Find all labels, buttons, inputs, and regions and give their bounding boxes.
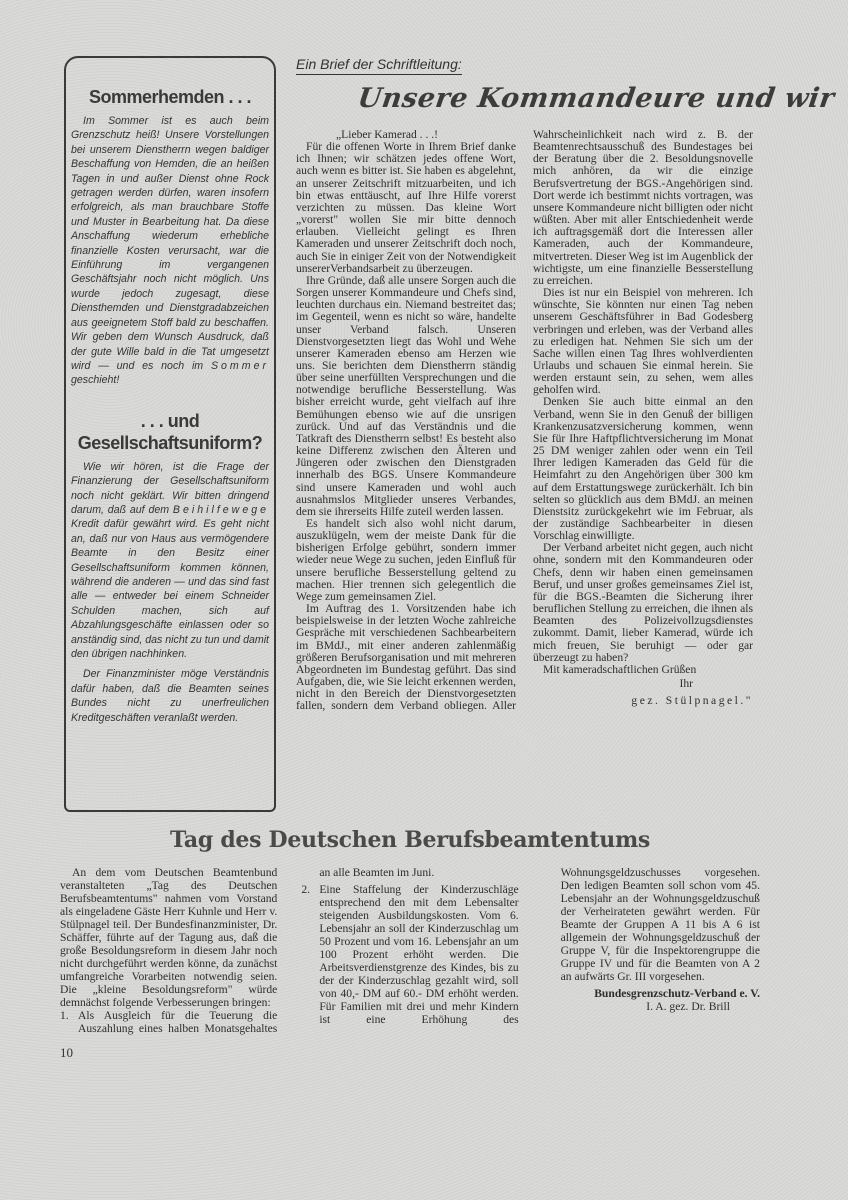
article-signer-name: I. A. gez. Dr. Brill (646, 1000, 730, 1013)
sidebar-text-1 (71, 114, 269, 388)
sidebar-heading-gesellschaftsuniform: . . . und Gesellschaftsuniform? (77, 410, 263, 453)
emphasis-text: Sommer (210, 359, 269, 372)
list-text: Eine Staffelung der Kinderzuschläge entsprechend den mit dem Lebensalter steigenden Ausbildungskosten. Vom 6. Lebensjahr an soll der Kinderzuschlag um 50 Prozent und vom 16. Lebensjahr an um 100 Prozent erhöht werden. Die Arbeitsverdienstgrenze des Kindes, bis zu der der Kinderzuschlag gezahlt wird, soll von 40,- DM auf 60.- DM erhöht werden. Für Familien mit drei und mehr Kindern ist eine Erhöhung des Wohnungsgeldzuschusses vorgesehen. Den ledigen Beamten soll schon vom 45. Lebensjahr an der Wohnungsgeldzuschuß der Verheirateten gewährt werden. Für Beamte der Gruppen A 11 bis A 6 ist allgemein der Wohnungsgeldzuschuß der Gruppe V, für die Inspektorengruppe die Gruppe IV und für die Beamten von A 2 an aufwärts Gr. III vorgesehen. (319, 866, 760, 1026)
list-number: 1. (60, 1009, 69, 1022)
sidebar-paragraph (71, 460, 269, 662)
text: Kredit dafür gewährt wird. Es geht nicht an, daß nur von Haus aus vermögendere Beamte in den Besitz einer Gesellschaftsuniform kommen können, während die anderen — und das sind fast alle — entweder bei einem Schneider Schulden machen, sich auf Abzahlungsgeschäfte einlassen oder so anständig sind, das nicht zu tun und damit den übrigen nachhinken. (71, 518, 269, 660)
letter-title: Unsere Kommandeure und wir (355, 83, 837, 114)
letter-greeting: Mit kameradschaftlichen Grüßen (543, 662, 697, 676)
letter-paragraph: Der Verband arbeitet nicht gegen, auch nicht ohne, sondern mit den Kommandeuren oder Chefs, denn wir haben einen gemeinsamen Beruf, und unser großes gemeinsames Ziel ist, für die BGS.-Beamten die Sicherung ihrer beruflichen Stellung zu erreichen, die ihnen als Beamten des Polizeivollzugsdienstes zukommt. Damit, lieber Kamerad, würde ich mich freuen, Sie beruhigt — oder gar überzeugt zu haben? (533, 541, 753, 664)
page-number: 10 (60, 1045, 73, 1060)
letter-paragraph: Im Auftrag des 1. Vorsitzenden habe ich beispielsweise in der letzten Woche zahlreiche Gespräche mit verschiedenen Sachbearbeitern im BMdJ., mit einer anderen zahlenmäßig größeren Berufsorganisation und mit mehreren Abgeordneten im Bundestag geführt. Das sind Aufgaben, die, wie Sie leicht erkennen werden, nicht in den Bereich der Dienstvorgesetzten fallen, sondern dem Verband obliegen. Aller Wahrscheinlichkeit nach wird z. B. der Beamtenrechtsausschuß des Bundestages bei der Beratung über die 2. Besoldungsnovelle mich anhören, da wir die einzige Berufsvertretung der BGS.-Angehörigen sind. Dort werde ich bestimmt nichts vortragen, was unsere Kommandeure nicht billigten oder nicht wüßten. Aber mit aller Entschiedenheit werde ich auftragsgemäß dort die Interessen aller Kameraden, auch der Kommandeure, mitvertreten. Dieser Weg ist im Augenblick der wichtigste, um eine finanzielle Besserstellung zu erreichen. (296, 128, 753, 713)
text: Wie wir hören, ist die Frage der Finanzierung der Gesellschaftsuniform noch nicht geklärt. Wir bitten dringend darum, daß auf dem (71, 460, 269, 516)
sidebar-paragraph (71, 114, 269, 388)
letter-paragraph: Dies ist nur ein Beispiel von mehreren. Ich wünschte, Sie könnten nur einen Tag neben unserem Geschäftsführer in Bad Godesberg verbringen und erleben, was der Verband alles zu erledigen hat. Nehmen Sie sich um der Sache willen einen Tag Ihres wohlverdienten Urlaubs und schauen Sie einmal herein. Sie werden erstaunt sein, zu sehen, wem alles geholfen wird. (533, 286, 753, 397)
letter-section (296, 56, 837, 713)
article-title: Tag des Deutschen Berufsbeamtentums (169, 827, 651, 853)
sidebar-paragraph: Der Finanzminister möge Verständnis dafür haben, daß die Beamten seines Bundes nicht zu unerfreulichen Kreditgeschäften veranlaßt werden. (71, 668, 269, 724)
letter-body (296, 129, 753, 713)
letter-paragraph: Denken Sie auch bitte einmal an den Verband, wenn Sie in den Genuß der billigen Krankenzusatzversicherung kommen, wenn Sie für Ihre Haftpflichtversicherung im Monat 25 DM weniger zahlen oder wenn ein Teil Ihrer ledigen Kameraden das Geld für die Heimfahrt zu den Angehörigen über 300 km auf dem Erstattungswege zurückerhält. Ich bin selten so glücklich aus dem BMdJ. an meinen Dienstsitz zurückgekehrt wie im Februar, als der zuständige Sachbearbeiter in diesen Vorschlag einwilligte. (533, 395, 753, 543)
article-signer: Bundesgrenzschutz-Verband e. V. (594, 987, 760, 1000)
list-number: 2. (301, 883, 311, 896)
text: geschieht! (71, 374, 120, 387)
article-intro: An dem vom Deutschen Beamtenbund veranstalteten „Tag des Deutschen Berufsbeamtentums" nahmen vom Vorstand als eingeladene Gäste Herr Kuhnle und Herr v. Stülpnagel teil. Der Bundesfinanzminister, Dr. Schäffer, führte auf der Tagung aus, daß die große Besoldungsreform in diesem Jahr noch nicht durchgeführt werden könne, da zunächst umfangreiche Vorarbeiten notwendig seien. Die „kleine Besoldungsreform" würde demnächst folgende Verbesserungen bringen: (60, 866, 278, 1009)
letter-paragraph: Es handelt sich also wohl nicht darum, auszuklügeln, wem der meiste Dank für die bisherigen Erfolge gebührt, sondern immer wieder neue Wege zu suchen, jeden Einfluß für unsere berufliche Besserstellung geltend zu machen. Hier trennen sich gelegentlich die Wege zum gemeinsamen Ziel. (296, 517, 516, 603)
text: Im Sommer ist es auch beim Grenzschutz heiß! Unsere Vorstellungen bei unserem Dienstherrn wegen baldiger Beschaffung von Hemden, die an heißen Tagen in und außer Dienst ohne Rock getragen werden dürfen, waren insofern erfolgreich, als man brauchbare Stoffe und Muster in Bearbeitung hat. Da diese Anschaffung wiederum erhebliche finanzielle Kosten verursacht, war die Einführung im vergangenen Geschäftsjahr noch nicht möglich. Uns wurde jedoch zugesagt, diese Diensthemden und Dienstgradabzeichen aus geeignetem Stoff bald zu beschaffen. Wir geben dem Wunsch Ausdruck, daß der gute Wille bald in die Tat umgesetzt wird — und es noch im (71, 115, 269, 372)
article-body (60, 866, 760, 1035)
letter-kicker: Ein Brief der Schriftleitung: (296, 56, 462, 75)
top-section (60, 56, 837, 812)
letter-signature: gez. Stülpnagel." (631, 694, 753, 708)
sidebar-text-2 (71, 460, 269, 725)
emphasis-text: Beihilfewege (172, 503, 269, 516)
letter-paragraph: Für die offenen Worte in Ihrem Brief danke ich Ihnen; wir schätzen jedes offene Wort, auch wenn es bitter ist. Sie haben es abgelehnt, an unserer Zeitschrift mitzuarbeiten, und ich bin etwas enttäuscht, auf Ihre Hilfe vorerst verzichten zu müssen. Das kleine Wort „vorerst" wollen Sie mir bitte dennoch erlauben. Vielleicht gelingt es Ihren Kameraden und unserer Zeitschrift doch noch, auch Sie in einiger Zeit von der Notwendigkeit unsererVerbandsarbeit zu überzeugen. (296, 140, 516, 275)
sidebar-box (64, 56, 276, 812)
sidebar-heading-sommerhemden: Sommerhemden . . . (88, 87, 252, 107)
letter-closing: Ihr (679, 677, 693, 691)
letter-paragraph: Ihre Gründe, daß alle unsere Sorgen auch die Sorgen unserer Kommandeure und Chefs sind, leuchten durchaus ein. Niemand bestreitet das; im Gegenteil, wenn es nicht so wäre, handelte unser Verband falsch. Unseren Dienstvorgesetzten liegt das Wohl und Wehe unserer Kameraden ebenso am Herzen wie uns. Sie berichten dem Dienstherrn ständig über seine unerfüllten Versprechungen und die notwendige berufliche Besserstellung. Was bisher erreicht wurde, geht vielfach auf ihre Bemühungen ebenso wie auf die unsrigen zurück. Und auf das Verständnis und die Tatkraft des Dienstherrn selbst! Es besteht also keine Differenz zwischen den Älteren und Jüngeren oder zwischen den Dienstgraden innerhalb des BGS. Unsere Kommandeure sind unsere Kameraden und wohl auch ausnahmslos Mitglieder unseres Verbandes, dem sie ihrerseits Hilfe zuteil werden lassen. (296, 273, 516, 518)
list-text: Als Ausgleich für die Teuerung die Auszahlung eines halben Monatsgehaltes an alle Beamten im Juni. (78, 866, 435, 1035)
letter-salutation: „Lieber Kamerad . . .! (336, 128, 439, 141)
